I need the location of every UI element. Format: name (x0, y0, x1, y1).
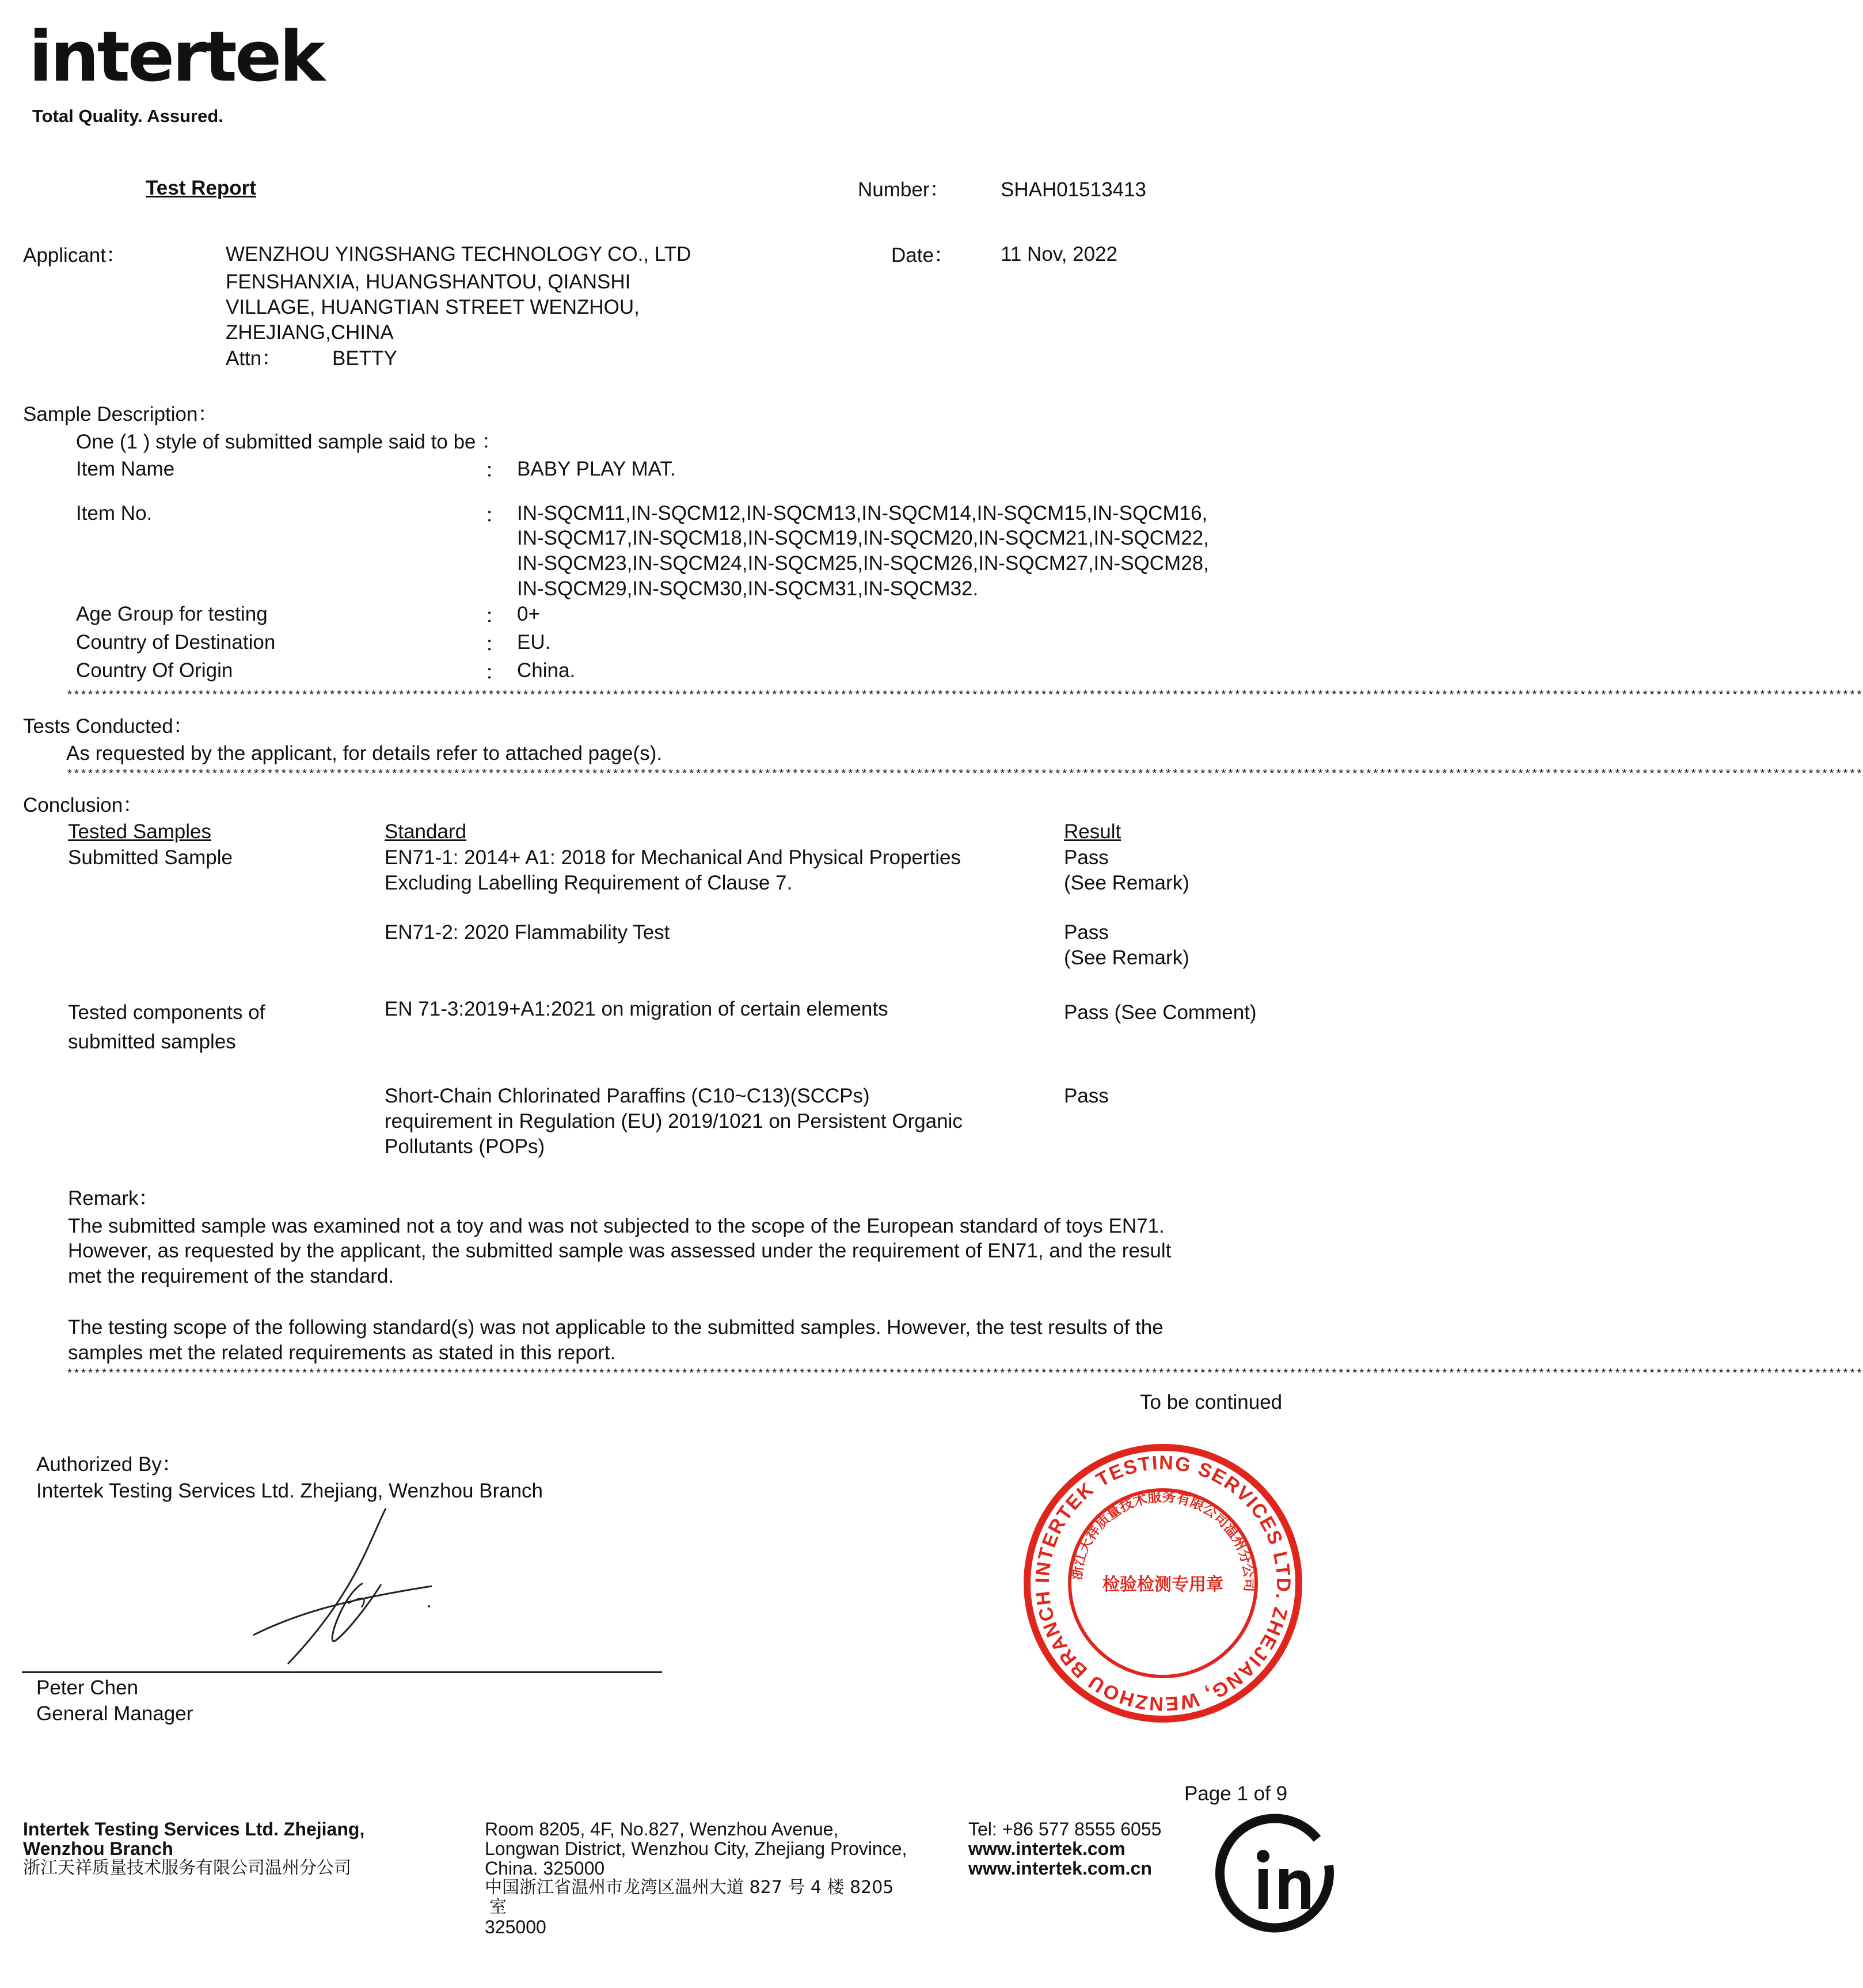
footer-address: Room 8205, 4F, No.827, Wenzhou Avenue, (485, 1819, 839, 1839)
logo-tagline: Total Quality. Assured. (32, 106, 223, 126)
table-row-result: Pass (1064, 921, 1109, 944)
tests-conducted-label: Tests Conducted： (23, 715, 193, 738)
applicant-label: Applicant： (23, 244, 126, 267)
footer-address-cn: 325000 (485, 1917, 546, 1937)
separator: ： (485, 662, 505, 684)
item-name-label: Item Name (76, 458, 175, 480)
footer-tel: Tel: +86 577 8555 6055 (968, 1819, 1162, 1839)
signature (230, 1497, 461, 1670)
star-divider: ******************************************************************************************************************************************************************************************************************************************************************** (66, 1368, 1863, 1381)
seal-center-text: 检验检测专用章 (1102, 1575, 1223, 1595)
item-no-line: IN-SQCM23,IN-SQCM24,IN-SQCM25,IN-SQCM26,IN-SQCM27,IN-SQCM28, (517, 552, 1209, 575)
star-divider: ******************************************************************************************************************************************************************************************************************************************************************** (66, 769, 1863, 782)
page-number: Page 1 of 9 (1184, 1782, 1288, 1805)
intertek-circle-logo-icon (1215, 1814, 1341, 1940)
table-row-result: Pass (See Comment) (1064, 1001, 1257, 1024)
star-divider: ******************************************************************************************************************************************************************************************************************************************************************** (66, 690, 1863, 703)
table-row-result: (See Remark) (1064, 947, 1189, 969)
item-no-label: Item No. (76, 502, 153, 524)
footer-web-link[interactable]: www.intertek.com.cn (968, 1858, 1152, 1879)
separator: ： (485, 504, 505, 527)
applicant-line: WENZHOU YINGSHANG TECHNOLOGY CO., LTD (226, 243, 691, 265)
item-name-value: BABY PLAY MAT. (517, 458, 676, 480)
authorized-by-label: Authorized By： (36, 1453, 182, 1476)
intertek-logo: intertek (29, 17, 324, 97)
item-no-line: IN-SQCM11,IN-SQCM12,IN-SQCM13,IN-SQCM14,IN-SQCM15,IN-SQCM16, (517, 502, 1208, 524)
footer-address-cn: 室 (489, 1897, 507, 1917)
number-value: SHAH01513413 (1001, 178, 1146, 201)
separator: ： (485, 459, 505, 482)
table-row-result: (See Remark) (1064, 872, 1189, 894)
conclusion-label: Conclusion： (23, 794, 143, 816)
destination-value: EU. (517, 631, 551, 653)
separator: ： (485, 633, 505, 656)
table-row-sample: Submitted Sample (68, 846, 233, 869)
footer-web-link[interactable]: www.intertek.com (968, 1838, 1126, 1859)
destination-label: Country of Destination (76, 631, 276, 653)
remark-line: However, as requested by the applicant, the submitted sample was assessed under the requirement of EN71, and the result (68, 1240, 1172, 1262)
origin-label: Country Of Origin (76, 659, 233, 682)
table-row-sample: submitted samples (68, 1031, 236, 1053)
col-tested-samples: Tested Samples (68, 820, 212, 843)
report-title: Test Report (146, 177, 256, 199)
applicant-line: ZHEJIANG,CHINA (226, 321, 394, 344)
tests-conducted-text: As requested by the applicant, for details refer to attached page(s). (66, 742, 663, 765)
table-row-standard: EN71-2: 2020 Flammability Test (385, 921, 670, 944)
col-result: Result (1064, 820, 1121, 843)
footer-address: China. 325000 (485, 1858, 605, 1879)
origin-value: China. (517, 659, 576, 682)
table-row-result: Pass (1064, 846, 1109, 869)
footer-address: Longwan District, Wenzhou City, Zhejiang Province, (485, 1838, 907, 1859)
table-row-standard: Short-Chain Chlorinated Paraffins (C10~C13)(SCCPs) (385, 1085, 870, 1107)
sample-description-label: Sample Description： (23, 403, 218, 425)
table-row-standard: EN 71-3:2019+A1:2021 on migration of certain elements (385, 998, 888, 1020)
number-label: Number： (858, 178, 950, 201)
table-row-standard: requirement in Regulation (EU) 2019/1021 on Persistent Organic (385, 1110, 963, 1132)
remark-line: met the requirement of the standard. (68, 1265, 394, 1287)
separator: ： (485, 605, 505, 628)
footer-company: Intertek Testing Services Ltd. Zhejiang, (23, 1819, 365, 1839)
table-row-standard: EN71-1: 2014+ A1: 2018 for Mechanical And Physical Properties (385, 846, 961, 869)
remark-line: The submitted sample was examined not a toy and was not subjected to the scope of the European standard of toys EN71. (68, 1215, 1165, 1237)
authorized-org: Intertek Testing Services Ltd. Zhejiang, Wenzhou Branch (36, 1480, 543, 1502)
item-no-line: IN-SQCM29,IN-SQCM30,IN-SQCM31,IN-SQCM32. (517, 577, 979, 600)
company-seal (1019, 1439, 1307, 1727)
age-group-value: 0+ (517, 603, 540, 625)
applicant-line: FENSHANXIA, HUANGSHANTOU, QIANSHI (226, 271, 631, 293)
sample-intro: One (1 ) style of submitted sample said to be ： (76, 431, 502, 453)
table-row-result: Pass (1064, 1085, 1109, 1107)
footer-address-cn: 中国浙江省温州市龙湾区温州大道 827 号 4 楼 8205 (485, 1877, 894, 1898)
table-row-standard: Pollutants (POPs) (385, 1135, 545, 1158)
remark-line: samples met the related requirements as stated in this report. (68, 1341, 616, 1364)
remark-line: The testing scope of the following standard(s) was not applicable to the submitted samples. However, the test results of the (68, 1316, 1164, 1339)
attn-value: BETTY (332, 347, 397, 370)
seal-inner-text: 浙江天祥质量技术服务有限公司温州分公司 (1068, 1488, 1258, 1592)
date-value: 11 Nov, 2022 (1001, 243, 1118, 265)
table-row-standard: Excluding Labelling Requirement of Clause 7. (385, 872, 793, 894)
age-group-label: Age Group for testing (76, 603, 268, 625)
signatory-name: Peter Chen (36, 1677, 139, 1699)
item-no-line: IN-SQCM17,IN-SQCM18,IN-SQCM19,IN-SQCM20,IN-SQCM21,IN-SQCM22, (517, 527, 1209, 549)
applicant-line: VILLAGE, HUANGTIAN STREET WENZHOU, (226, 296, 640, 318)
footer-company-cn: 浙江天祥质量技术服务有限公司温州分公司 (23, 1858, 351, 1878)
table-row-sample: Tested components of (68, 1001, 265, 1024)
footer-company: Wenzhou Branch (23, 1838, 173, 1859)
seal-outer-text: INTERTEK TESTING SERVICES LTD. ZHEJIANG, WENZHOU BRANCH (1031, 1451, 1295, 1715)
signatory-title: General Manager (36, 1702, 193, 1725)
remark-label: Remark： (68, 1187, 159, 1210)
attn-label: Attn： (226, 347, 282, 370)
signature-line (22, 1671, 662, 1673)
to-be-continued: To be continued (1140, 1391, 1283, 1413)
col-standard: Standard (385, 820, 467, 843)
date-label: Date： (891, 244, 954, 267)
